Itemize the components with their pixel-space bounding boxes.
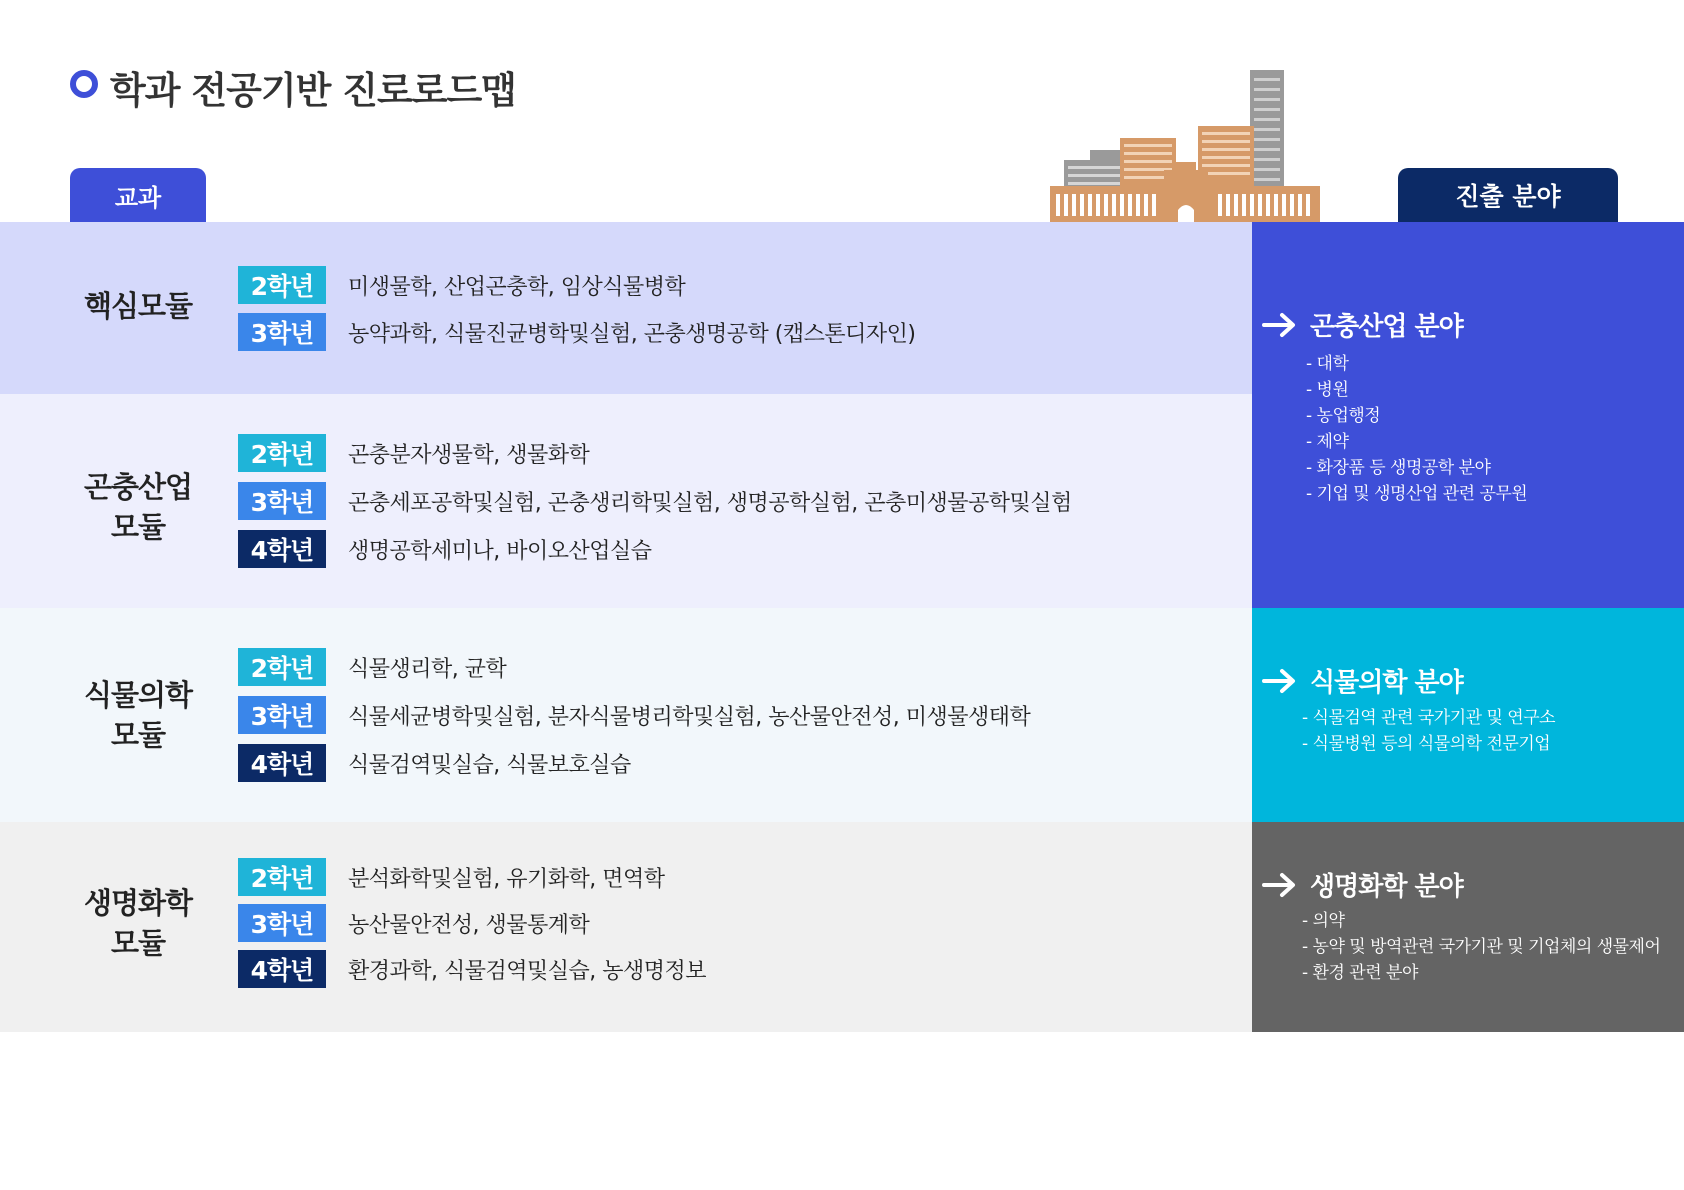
grade-row	[238, 858, 665, 896]
module-name	[60, 883, 216, 963]
career-title: 곤충산업 분야	[1310, 312, 1463, 342]
course-list: 식물세균병학및실험, 분자식물병리학및실험, 농산물안전성, 미생물생태학	[348, 704, 1031, 730]
arrow-right-icon	[1262, 871, 1298, 899]
course-list: 환경과학, 식물검역및실습, 농생명정보	[348, 958, 707, 984]
grade-badge: 4학년	[238, 950, 326, 988]
page-title: 학과 전공기반 진로로드맵	[110, 69, 516, 112]
arrow-right-icon	[1262, 667, 1298, 695]
career-item: - 대학	[1306, 354, 1349, 374]
career-item: - 농약 및 방역관련 국가기관 및 기업체의 생물제어	[1302, 937, 1661, 957]
grade-badge: 3학년	[238, 482, 326, 520]
course-list: 식물생리학, 균학	[348, 656, 507, 682]
grade-badge: 4학년	[238, 744, 326, 782]
module-name-line: 모듈	[110, 718, 166, 752]
grade-row	[238, 434, 589, 472]
grade-badge: 3학년	[238, 904, 326, 942]
career-item: - 병원	[1306, 380, 1349, 400]
grade-row	[238, 266, 685, 304]
tab-subjects: 교과	[70, 168, 206, 222]
career-item: - 환경 관련 분야	[1302, 963, 1418, 983]
module-name-line: 생명화학	[83, 886, 193, 920]
grade-row	[238, 696, 1030, 734]
module-name	[60, 675, 216, 755]
career-item: - 식물병원 등의 식물의학 전문기업	[1302, 734, 1551, 754]
grade-row	[238, 313, 915, 351]
module-name-line: 식물의학	[83, 678, 193, 712]
grade-row	[238, 648, 506, 686]
grade-badge: 2학년	[238, 266, 326, 304]
grade-badge: 2학년	[238, 434, 326, 472]
career-item: - 식물검역 관련 국가기관 및 연구소	[1302, 708, 1556, 728]
grade-badge: 4학년	[238, 530, 326, 568]
career-item: - 농업행정	[1306, 406, 1381, 426]
course-list: 미생물학, 산업곤충학, 임상식물병학	[348, 274, 686, 300]
arrow-right-icon	[1262, 311, 1298, 339]
career-item: - 화장품 등 생명공학 분야	[1306, 458, 1491, 478]
course-list: 분석화학및실험, 유기화학, 면역학	[348, 866, 665, 892]
career-heading	[1262, 662, 1463, 699]
career-item: - 기업 및 생명산업 관련 공무원	[1306, 484, 1528, 504]
module-name-line: 곤충산업	[83, 470, 193, 504]
grade-badge: 2학년	[238, 858, 326, 896]
career-heading	[1262, 306, 1463, 343]
grade-badge: 3학년	[238, 313, 326, 351]
grade-row	[238, 904, 589, 942]
grade-badge: 3학년	[238, 696, 326, 734]
module-name	[60, 467, 216, 547]
course-list: 농산물안전성, 생물통계학	[348, 912, 590, 938]
course-list: 곤충분자생물학, 생물화학	[348, 442, 590, 468]
title-ring-icon	[70, 70, 98, 98]
course-list: 곤충세포공학및실험, 곤충생리학및실험, 생명공학실험, 곤충미생물공학및실험	[348, 490, 1072, 516]
grade-row	[238, 744, 631, 782]
course-list: 식물검역및실습, 식물보호실습	[348, 752, 631, 778]
grade-row	[238, 530, 652, 568]
career-title: 식물의학 분야	[1310, 668, 1463, 698]
career-item: - 제약	[1306, 432, 1349, 452]
course-list: 농약과학, 식물진균병학및실험, 곤충생명공학 (캡스톤디자인)	[348, 321, 916, 347]
grade-row	[238, 950, 706, 988]
tab-careers: 진출 분야	[1398, 168, 1618, 222]
career-list	[1306, 351, 1527, 507]
module-name	[60, 286, 216, 326]
career-title: 생명화학 분야	[1310, 872, 1463, 902]
career-item: - 의약	[1302, 911, 1345, 931]
career-list	[1302, 908, 1660, 986]
career-heading	[1262, 866, 1463, 903]
campus-skyline-illustration	[1050, 66, 1320, 224]
module-name-line: 모듈	[110, 510, 166, 544]
course-list: 생명공학세미나, 바이오산업실습	[348, 538, 652, 564]
module-name-line: 모듈	[110, 926, 166, 960]
module-name-line: 핵심모듈	[83, 289, 193, 323]
grade-row	[238, 482, 1072, 520]
career-list	[1302, 705, 1555, 757]
grade-badge: 2학년	[238, 648, 326, 686]
